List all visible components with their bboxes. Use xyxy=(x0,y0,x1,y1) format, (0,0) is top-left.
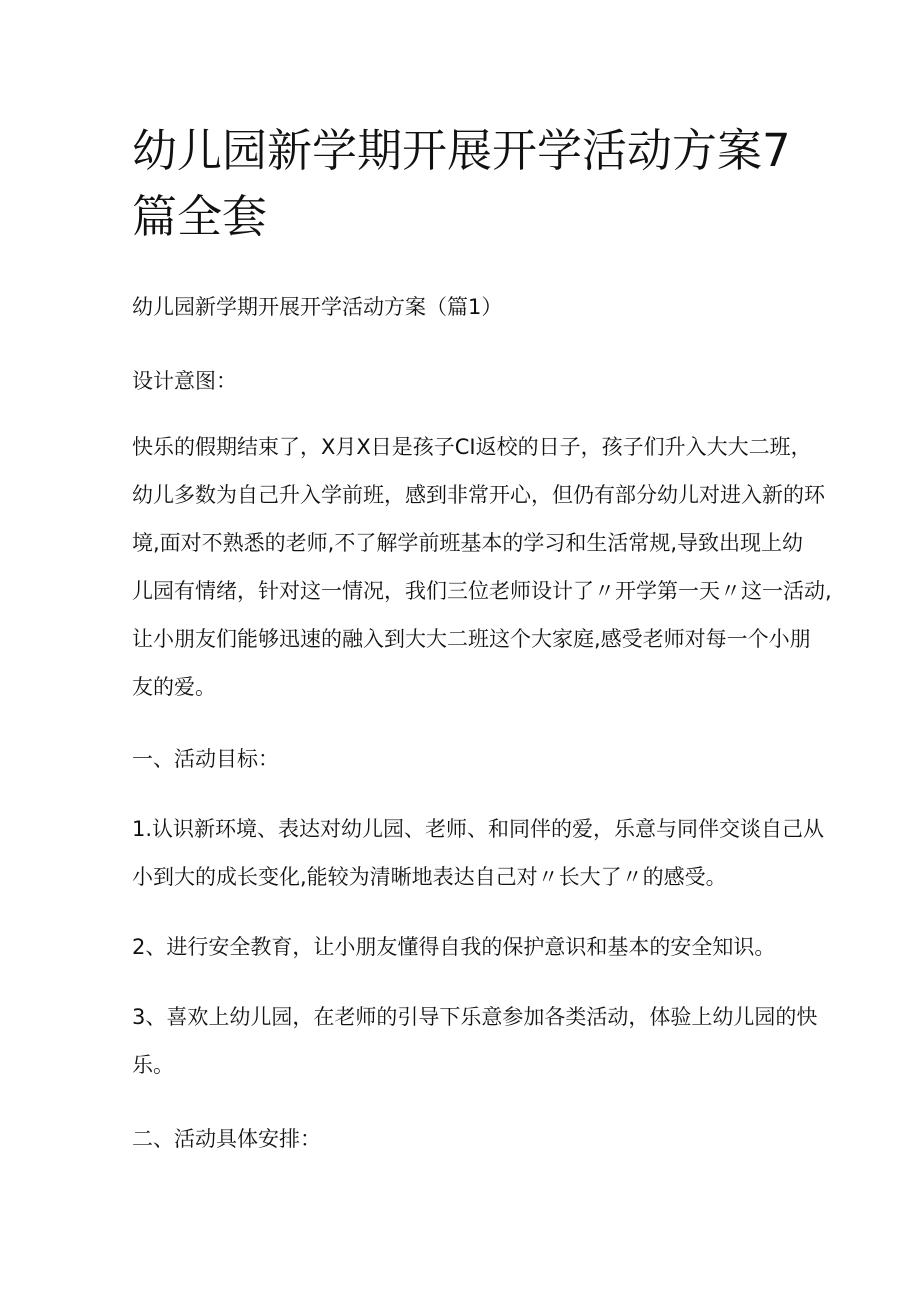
intro-line: 儿园有情绪，针对这一情况，我们三位老师设计了〃开学第一天〃这一活动, xyxy=(132,579,832,603)
design-intent-heading: 设计意图： xyxy=(132,369,237,393)
goal-3-line: 3、喜欢上幼儿园，在老师的引导下乐意参加各类活动，体验上幼儿园的快 xyxy=(132,1005,818,1029)
intro-line: 境,面对不熟悉的老师,不了解学前班基本的学习和生活常规,导致出现上幼 xyxy=(132,531,804,555)
intro-line: 快乐的假期结束了，X月X日是孩子CI返校的日子，孩子们升入大大二班， xyxy=(132,435,812,459)
goals-heading: 一、活动目标： xyxy=(132,747,279,771)
intro-line: 幼儿多数为自己升入学前班，感到非常开心，但仍有部分幼儿对进入新的环 xyxy=(132,483,825,507)
intro-line: 友的爱。 xyxy=(132,675,216,699)
document-title: 幼儿园新学期开展开学活动方案7篇全套 xyxy=(132,124,791,243)
goal-2: 2、进行安全教育，让小朋友懂得自我的保护意识和基本的安全知识。 xyxy=(132,935,776,959)
goal-1-line: 小到大的成长变化,能较为清晰地表达自己对〃长大了〃的感受。 xyxy=(132,865,727,889)
goal-1-line: 1.认识新环境、表达对幼儿园、老师、和同伴的爱，乐意与同伴交谈自己从 xyxy=(132,817,825,841)
intro-line: 让小朋友们能够迅速的融入到大大二班这个大家庭,感受老师对每一个小朋 xyxy=(132,627,811,651)
section-subtitle: 幼儿园新学期开展开学活动方案（篇1） xyxy=(132,295,503,319)
arrangement-heading: 二、活动具体安排： xyxy=(132,1127,321,1151)
goal-3-line: 乐。 xyxy=(132,1053,174,1077)
